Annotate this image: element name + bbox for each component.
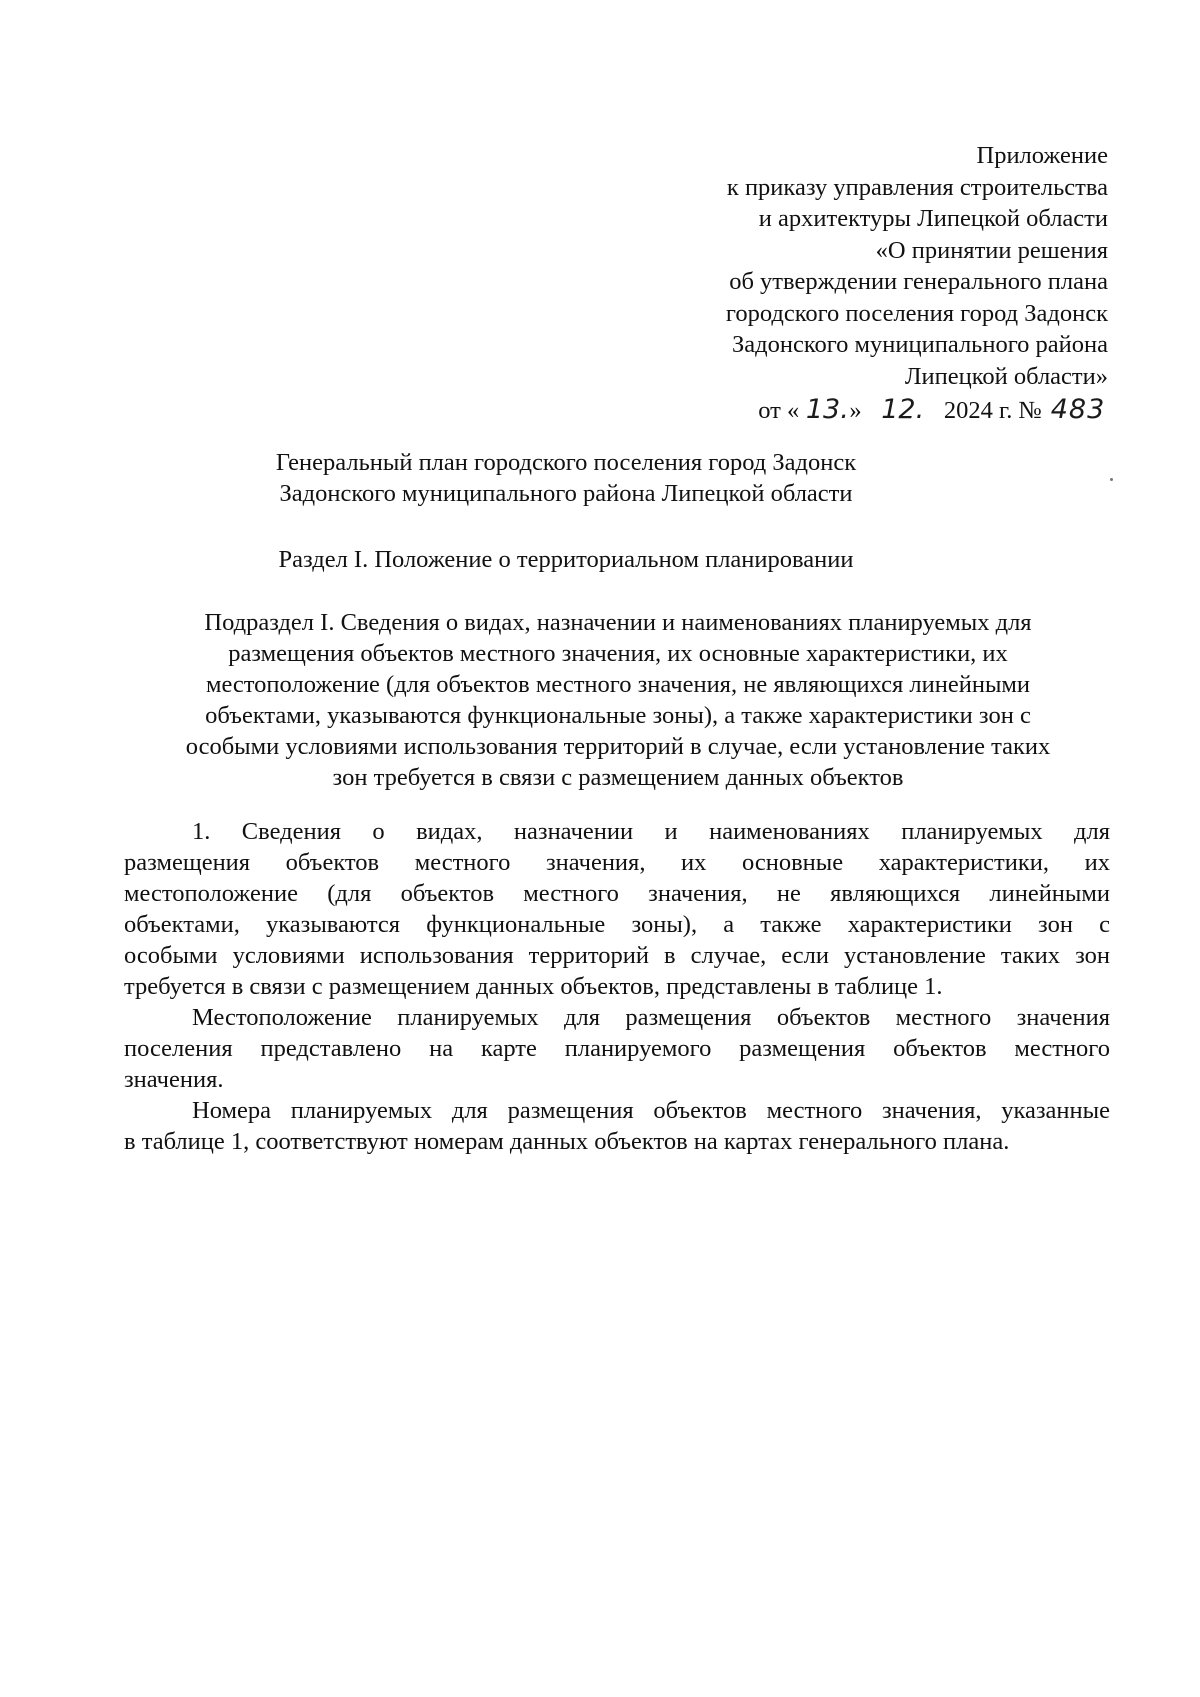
paragraph-line: Номера планируемых для размещения объектов местного значения, указанные — [192, 1097, 1110, 1124]
title-line: Генеральный план городского поселения город Задонск — [275, 449, 857, 476]
appendix-line: к приказу управления строительства — [726, 173, 1108, 201]
appendix-line: об утверждении генерального плана — [729, 268, 1108, 295]
handwritten-order-number: 483 — [1050, 394, 1106, 425]
paragraph-2 — [124, 1002, 1110, 1095]
appendix-line: городского поселения город Задонск — [725, 299, 1108, 327]
paragraph-line: Местоположение планируемых для размещения объектов местного значения — [192, 1004, 1110, 1031]
document-body — [124, 816, 1110, 1157]
section-heading: Раздел I. Положение о территориальном планировании — [278, 546, 854, 573]
paragraph-line: поселения представлено на карте планируемого размещения объектов местного — [124, 1035, 1110, 1062]
paragraph-line: местоположение (для объектов местного значения, не являющихся линейными — [124, 880, 1110, 907]
paragraph-line: 1. Сведения о видах, назначении и наименованиях планируемых для — [192, 818, 1110, 845]
appendix-line: «О принятии решения — [875, 236, 1108, 264]
subsection-line: особыми условиями использования территорий в случае, если установление таких — [185, 733, 1051, 760]
order-year: 2024 г. № — [943, 397, 1042, 424]
appendix-line: и архитектуры Липецкой области — [758, 205, 1108, 232]
handwritten-day: 13. — [805, 394, 849, 425]
subsection-line: местоположение (для объектов местного значения, не являющихся линейными — [205, 671, 1031, 698]
paragraph-line: размещения объектов местного значения, их основные характеристики, их — [124, 849, 1110, 876]
scan-speck — [1110, 478, 1113, 481]
paragraph-line: значения. — [124, 1066, 224, 1093]
paragraph-line: объектами, указываются функциональные зоны), а также характеристики зон с — [124, 911, 1110, 938]
subsection-heading — [138, 607, 1098, 793]
paragraph-line: в таблице 1, соответствуют номерам данных объектов на картах генерального плана. — [124, 1128, 1010, 1155]
order-date-number — [726, 394, 1108, 427]
appendix-header — [726, 140, 1108, 427]
paragraph-1 — [124, 816, 1110, 1002]
paragraph-line: особыми условиями использования территорий в случае, если установление таких зон — [124, 942, 1110, 969]
paragraph-line: требуется в связи с размещением данных объектов, представлены в таблице 1. — [124, 973, 943, 1000]
subsection-line: размещения объектов местного значения, их основные характеристики, их — [228, 640, 1008, 667]
appendix-title: Приложение — [976, 142, 1108, 169]
document-title — [0, 447, 1200, 509]
subsection-line: Подраздел I. Сведения о видах, назначении и наименованиях планируемых для — [204, 609, 1032, 636]
order-prefix: от « — [758, 397, 800, 424]
handwritten-month: 12. — [881, 394, 925, 425]
appendix-line: Липецкой области» — [904, 362, 1108, 390]
subsection-line: объектами, указываются функциональные зоны), а также характеристики зон с — [205, 702, 1031, 729]
subsection-line: зон требуется в связи с размещением данных объектов — [332, 764, 904, 791]
title-line: Задонского муниципального района Липецкой области — [279, 480, 853, 507]
appendix-line: Задонского муниципального района — [731, 331, 1108, 358]
paragraph-3 — [124, 1095, 1110, 1157]
order-mid: » — [849, 397, 862, 424]
